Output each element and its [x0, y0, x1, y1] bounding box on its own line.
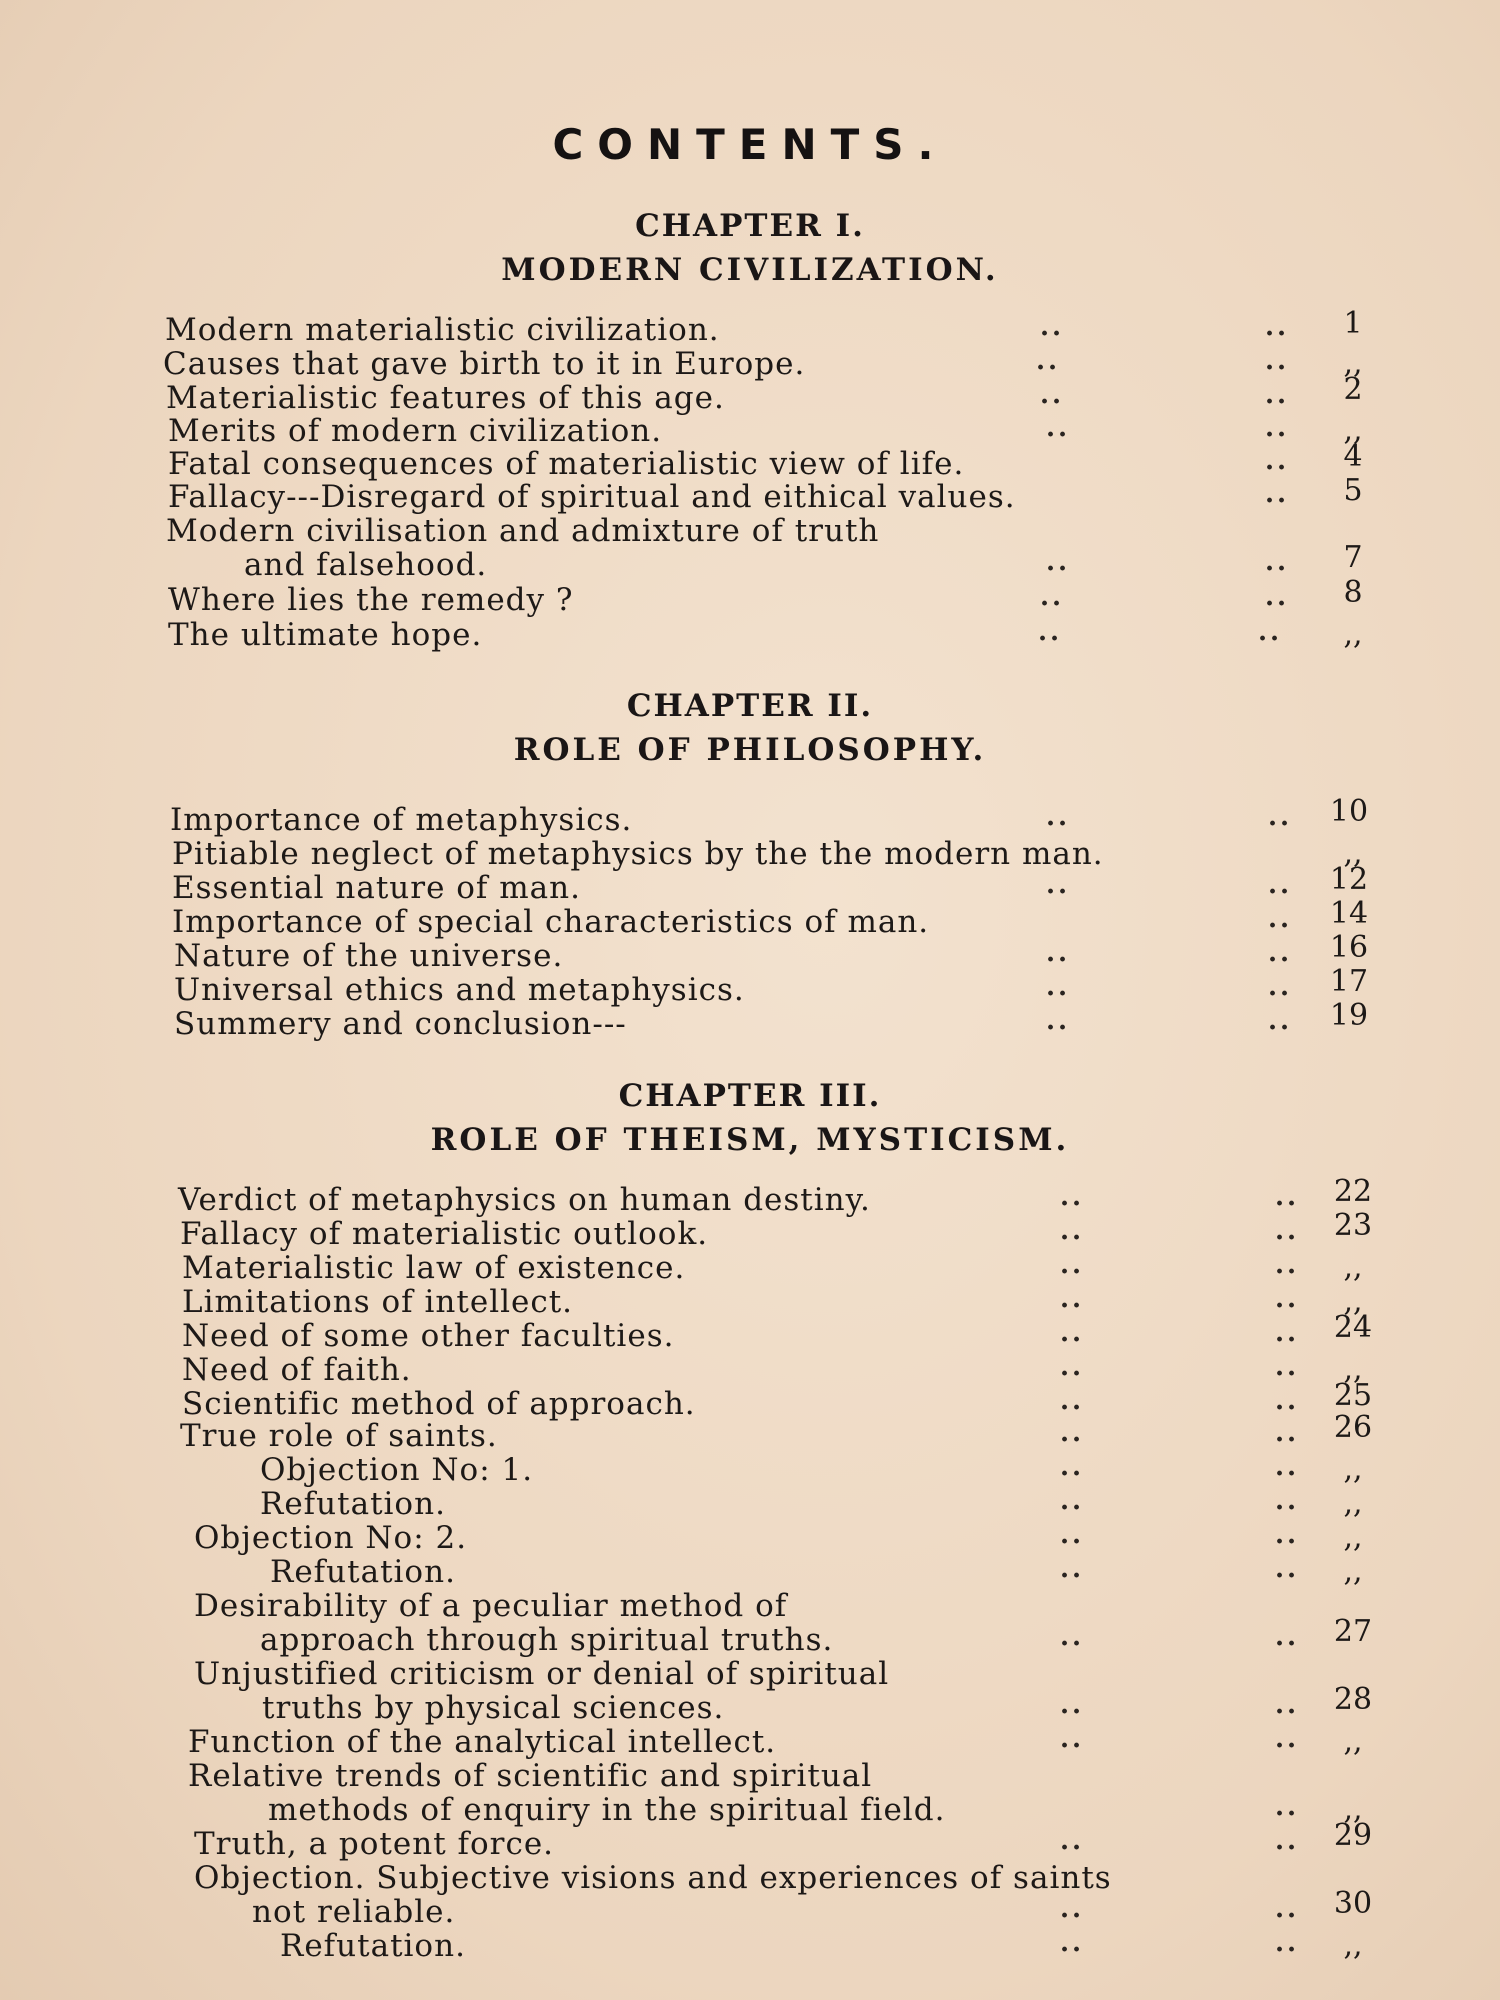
toc-entry: Modern civilisation and admixture of truth [166, 513, 880, 549]
toc-page-number: ,, [1343, 1554, 1363, 1589]
toc-entry: Scientific method of approach. [182, 1386, 696, 1422]
toc-dots: .. [1060, 1352, 1085, 1382]
toc-entry: Where lies the remedy ? [168, 582, 574, 618]
toc-entry: Causes that gave birth to it in Europe. [163, 346, 806, 382]
toc-dots: .. [1060, 1622, 1085, 1652]
toc-entry: Universal ethics and metaphysics. [174, 972, 745, 1008]
toc-dots: .. [1038, 617, 1063, 647]
toc-entry: Merits of modern civilization. [168, 413, 663, 449]
toc-page-number: 29 [1333, 1818, 1373, 1853]
toc-dots: .. [1060, 1826, 1085, 1856]
toc-dots: .. [1275, 1690, 1300, 1720]
toc-entry: Fallacy of materialistic outlook. [180, 1216, 709, 1252]
toc-dots: .. [1275, 1826, 1300, 1856]
toc-entry: Refutation. [280, 1928, 466, 1964]
toc-page-number: ,, [1343, 413, 1363, 448]
toc-dots: .. [1060, 1520, 1085, 1550]
toc-entry: Essential nature of man. [172, 870, 581, 906]
toc-dots: .. [1060, 1182, 1085, 1212]
toc-page-number: 16 [1329, 930, 1369, 965]
toc-page-number: 5 [1343, 473, 1363, 508]
toc-page-number: ,, [1343, 1792, 1363, 1827]
toc-dots: .. [1265, 413, 1290, 443]
chapter-2-number: CHAPTER II. [626, 688, 874, 724]
toc-page-number: 25 [1333, 1378, 1373, 1413]
toc-entry: Unjustified criticism or denial of spiritual [194, 1656, 890, 1692]
toc-dots: .. [1265, 547, 1290, 577]
toc-dots: .. [1046, 802, 1071, 832]
toc-page-number: 4 [1343, 439, 1363, 474]
toc-dots: .. [1060, 1486, 1085, 1516]
toc-page-number: 27 [1333, 1614, 1373, 1649]
toc-dots: .. [1060, 1250, 1085, 1280]
toc-entry: truths by physical sciences. [262, 1690, 725, 1726]
toc-entry: Objection. Subjective visions and experiences of saints [194, 1860, 1112, 1896]
chapter-3-name: ROLE OF THEISM, MYSTICISM. [430, 1122, 1070, 1158]
toc-page-number: ,, [1343, 1486, 1363, 1521]
toc-page-number: 2 [1343, 372, 1363, 407]
toc-entry: not reliable. [252, 1894, 456, 1930]
toc-dots: .. [1275, 1520, 1300, 1550]
toc-dots: .. [1265, 582, 1290, 612]
toc-entry: Objection No: 2. [194, 1520, 468, 1556]
toc-dots: .. [1275, 1216, 1300, 1246]
toc-page-number: 8 [1343, 575, 1363, 610]
toc-entry: Nature of the universe. [174, 938, 564, 974]
toc-dots: .. [1275, 1182, 1300, 1212]
toc-entry: Relative trends of scientific and spiritual [188, 1758, 873, 1794]
toc-entry: Verdict of metaphysics on human destiny. [178, 1182, 871, 1218]
toc-dots: .. [1265, 446, 1290, 476]
toc-dots: .. [1060, 1928, 1085, 1958]
chapter-1-number: CHAPTER I. [635, 208, 865, 244]
toc-entry: Summery and conclusion--- [174, 1006, 627, 1042]
toc-page-number: 14 [1329, 896, 1369, 931]
toc-dots: .. [1046, 938, 1071, 968]
toc-entry: Need of some other faculties. [182, 1318, 675, 1354]
toc-page-number: ,, [1343, 1284, 1363, 1319]
toc-dots: .. [1060, 1418, 1085, 1448]
toc-entry: Importance of special characteristics of man. [172, 904, 930, 940]
toc-entry: approach through spiritual truths. [260, 1622, 834, 1658]
toc-dots: .. [1268, 972, 1293, 1002]
toc-entry: Fallacy---Disregard of spiritual and eithical values. [168, 479, 1016, 515]
toc-dots: .. [1275, 1486, 1300, 1516]
toc-page-number: 12 [1329, 862, 1369, 897]
toc-dots: .. [1060, 1724, 1085, 1754]
toc-dots: .. [1060, 1690, 1085, 1720]
toc-entry: Need of faith. [182, 1352, 412, 1388]
toc-page-number: 23 [1333, 1208, 1373, 1243]
toc-entry: methods of enquiry in the spiritual field. [268, 1792, 946, 1828]
toc-entry: Limitations of intellect. [182, 1284, 574, 1320]
toc-page-number: 30 [1333, 1886, 1373, 1921]
toc-entry: Desirability of a peculiar method of [194, 1588, 788, 1624]
toc-dots: .. [1268, 904, 1293, 934]
toc-entry: Materialistic law of existence. [182, 1250, 686, 1286]
toc-dots: .. [1060, 1284, 1085, 1314]
toc-page-number: 24 [1333, 1310, 1373, 1345]
toc-dots: .. [1265, 380, 1290, 410]
toc-dots: .. [1060, 1894, 1085, 1924]
toc-dots: .. [1046, 972, 1071, 1002]
toc-dots: .. [1060, 1452, 1085, 1482]
toc-dots: .. [1046, 413, 1071, 443]
toc-dots: .. [1275, 1622, 1300, 1652]
toc-dots: .. [1265, 346, 1290, 376]
toc-entry: Modern materialistic civilization. [165, 312, 720, 348]
toc-dots: .. [1040, 380, 1065, 410]
page-title: CONTENTS. [552, 120, 948, 169]
toc-entry: Materialistic features of this age. [166, 380, 725, 416]
toc-dots: .. [1268, 1006, 1293, 1036]
toc-page-number: 7 [1343, 540, 1363, 575]
toc-dots: .. [1268, 802, 1293, 832]
toc-page-number: 1 [1343, 306, 1363, 341]
toc-page-number: ,, [1343, 1452, 1363, 1487]
toc-entry: The ultimate hope. [168, 617, 483, 653]
toc-dots: .. [1046, 870, 1071, 900]
toc-dots: .. [1275, 1724, 1300, 1754]
toc-page-number: ,, [1343, 346, 1363, 381]
toc-entry: Importance of metaphysics. [170, 802, 633, 838]
toc-dots: .. [1265, 479, 1290, 509]
toc-dots: .. [1060, 1318, 1085, 1348]
toc-dots: .. [1046, 1006, 1071, 1036]
toc-page-number: ,, [1343, 1724, 1363, 1759]
toc-dots: .. [1040, 312, 1065, 342]
toc-dots: .. [1275, 1352, 1300, 1382]
toc-dots: .. [1060, 1386, 1085, 1416]
toc-entry: True role of saints. [180, 1418, 498, 1454]
toc-page-number: ,, [1343, 1250, 1363, 1285]
toc-page-number: 28 [1333, 1682, 1373, 1717]
toc-dots: .. [1060, 1554, 1085, 1584]
toc-dots: .. [1060, 1216, 1085, 1246]
toc-entry: Objection No: 1. [260, 1452, 534, 1488]
toc-dots: .. [1275, 1418, 1300, 1448]
toc-dots: .. [1258, 617, 1283, 647]
toc-dots: .. [1275, 1250, 1300, 1280]
toc-entry: Truth, a potent force. [194, 1826, 555, 1862]
toc-entry: Pitiable neglect of metaphysics by the the modern man. [172, 836, 1104, 872]
toc-page-number: 26 [1333, 1410, 1373, 1445]
toc-entry: Refutation. [260, 1486, 446, 1522]
toc-dots: .. [1268, 938, 1293, 968]
toc-entry: Refutation. [270, 1554, 456, 1590]
toc-dots: .. [1265, 312, 1290, 342]
toc-page-number: 19 [1329, 998, 1369, 1033]
chapter-1-name: MODERN CIVILIZATION. [501, 252, 999, 288]
toc-dots: .. [1275, 1386, 1300, 1416]
toc-page-number: ,, [1343, 1352, 1363, 1387]
toc-entry: and falsehood. [244, 547, 488, 583]
toc-dots: .. [1275, 1894, 1300, 1924]
toc-dots: .. [1268, 870, 1293, 900]
toc-dots: .. [1275, 1284, 1300, 1314]
toc-dots: .. [1275, 1318, 1300, 1348]
toc-dots: .. [1275, 1554, 1300, 1584]
toc-page-number: ,, [1343, 1928, 1363, 1963]
toc-page-number: ,, [1343, 1520, 1363, 1555]
chapter-3-number: CHAPTER III. [618, 1078, 882, 1114]
toc-entry: Function of the analytical intellect. [188, 1724, 777, 1760]
toc-dots: .. [1040, 582, 1065, 612]
toc-dots: .. [1275, 1928, 1300, 1958]
toc-page-number: 10 [1329, 794, 1369, 829]
toc-dots: .. [1275, 1792, 1300, 1822]
toc-page-number: ,, [1343, 617, 1363, 652]
toc-dots: .. [1046, 547, 1071, 577]
toc-dots: .. [1275, 1452, 1300, 1482]
toc-entry: Fatal consequences of materialistic view of life. [168, 446, 965, 482]
toc-page-number: ,, [1343, 836, 1363, 871]
toc-dots: .. [1036, 346, 1061, 376]
toc-page-number: 17 [1329, 964, 1369, 999]
toc-page-number: 22 [1333, 1174, 1373, 1209]
chapter-2-name: ROLE OF PHILOSOPHY. [513, 732, 987, 768]
